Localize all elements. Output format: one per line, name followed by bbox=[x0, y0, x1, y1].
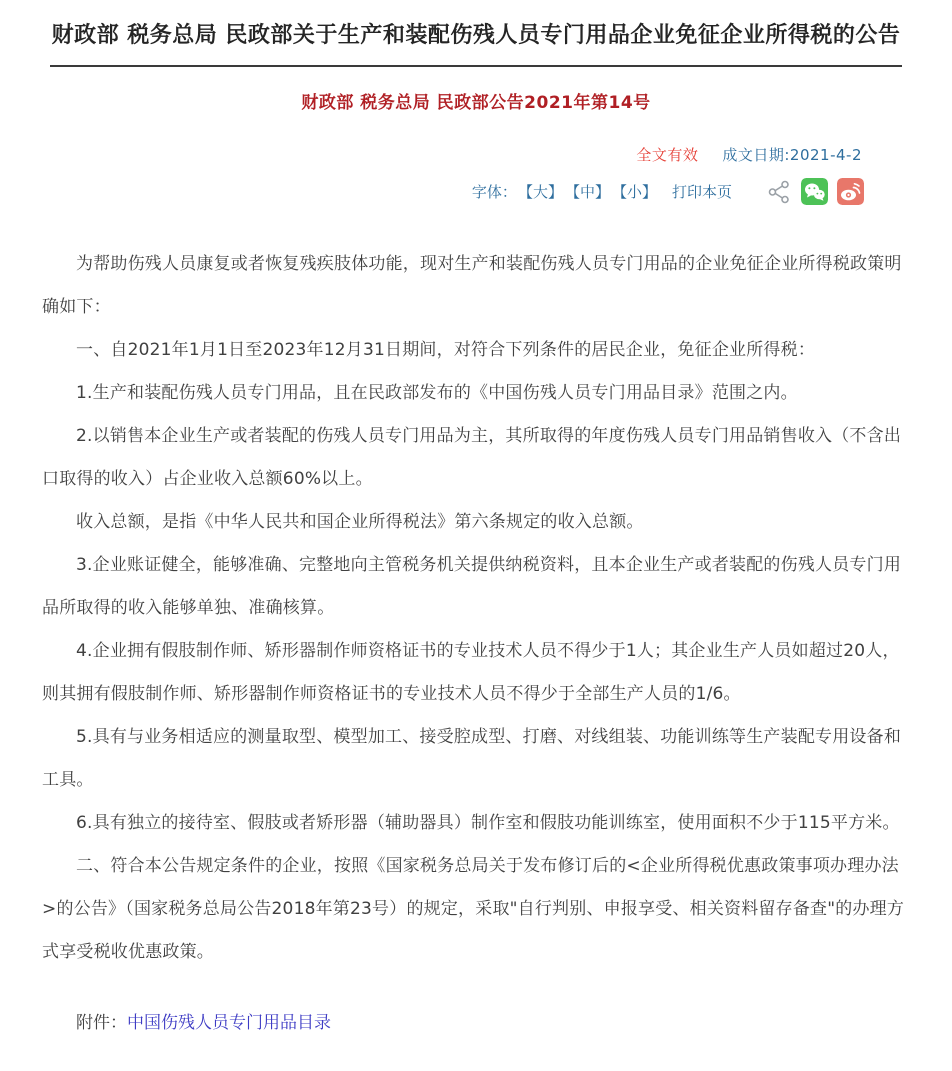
font-medium-button[interactable]: 【中】 bbox=[564, 182, 610, 201]
document-body bbox=[42, 243, 910, 974]
toolbar bbox=[42, 178, 910, 205]
paragraph: 为帮助伤残人员康复或者恢复残疾肢体功能，现对生产和装配伤残人员专门用品的企业免征企业所得税政策明确如下： bbox=[42, 253, 902, 317]
meta-row bbox=[42, 144, 910, 165]
doc-number: 财政部 税务总局 民政部公告2021年第14号 bbox=[301, 92, 651, 113]
font-size-label: 字体： bbox=[471, 182, 517, 201]
paragraph: 5.具有与业务相适应的测量取型、模型加工、接受腔成型、打磨、对线组装、功能训练等生产装配专用设备和工具。 bbox=[42, 726, 902, 790]
written-date: 成文日期:2021-4-2 bbox=[722, 145, 862, 164]
title-divider bbox=[50, 65, 902, 67]
font-large-button[interactable]: 【大】 bbox=[517, 182, 563, 201]
paragraph: 4.企业拥有假肢制作师、矫形器制作师资格证书的专业技术人员不得少于1人；其企业生产人员如超过20人，则其拥有假肢制作师、矫形器制作师资格证书的专业技术人员不得少于全部生产人员的1/6。 bbox=[42, 640, 900, 704]
paragraph: 6.具有独立的接待室、假肢或者矫形器（辅助器具）制作室和假肢功能训练室，使用面积不少于115平方米。 bbox=[76, 812, 900, 833]
page-title: 财政部 税务总局 民政部关于生产和装配伤残人员专门用品企业免征企业所得税的公告 bbox=[51, 23, 901, 48]
attachment-label: 附件： bbox=[76, 1012, 127, 1033]
print-button[interactable]: 打印本页 bbox=[671, 182, 732, 201]
font-small-button[interactable]: 【小】 bbox=[611, 182, 657, 201]
paragraph: 二、符合本公告规定条件的企业，按照《国家税务总局关于发布修订后的<企业所得税优惠政策事项办理办法>的公告》（国家税务总局公告2018年第23号）的规定，采取"自行判别、申报享受、相关资料留存备查"的办理方式享受税收优惠政策。 bbox=[42, 855, 905, 962]
wechat-icon[interactable] bbox=[801, 178, 828, 205]
attachment-link[interactable]: 中国伤残人员专门用品目录 bbox=[127, 1012, 331, 1033]
paragraph: 1.生产和装配伤残人员专门用品，且在民政部发布的《中国伤残人员专门用品目录》范围之内。 bbox=[76, 382, 798, 403]
paragraph: 2.以销售本企业生产或者装配的伤残人员专门用品为主，其所取得的年度伤残人员专门用品销售收入（不含出口取得的收入）占企业收入总额60%以上。 bbox=[42, 425, 902, 489]
status-badge: 全文有效 bbox=[636, 145, 699, 164]
share-icon[interactable] bbox=[767, 178, 792, 205]
share-group bbox=[758, 178, 864, 205]
attachment-row bbox=[42, 1002, 910, 1045]
paragraph: 收入总额，是指《中华人民共和国企业所得税法》第六条规定的收入总额。 bbox=[76, 511, 644, 532]
paragraph: 一、自2021年1月1日至2023年12月31日期间，对符合下列条件的居民企业，免征企业所得税： bbox=[76, 339, 816, 360]
paragraph: 3.企业账证健全，能够准确、完整地向主管税务机关提供纳税资料，且本企业生产或者装配的伤残人员专门用品所取得的收入能够单独、准确核算。 bbox=[42, 554, 902, 618]
weibo-icon[interactable] bbox=[837, 178, 864, 205]
document-page bbox=[0, 20, 952, 1071]
